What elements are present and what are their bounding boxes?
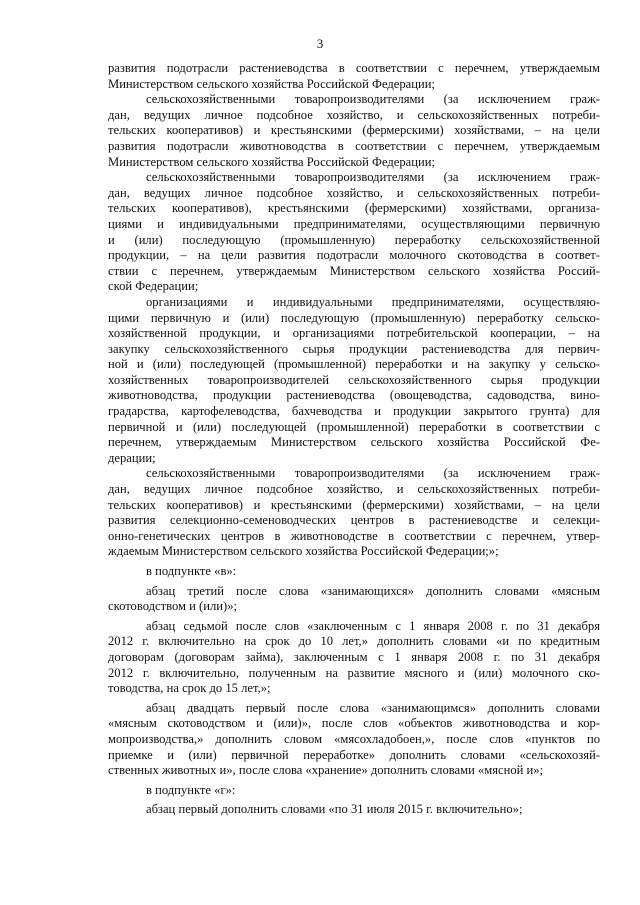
text-line: абзац седьмой после слов «заключенным с 1 января 2008 г. по 31 декабря — [146, 618, 600, 633]
text-line: 2012 г. включительно, полученным на развитие мясного и (или) молочного ско- — [108, 665, 600, 680]
page-number: 3 — [316, 36, 324, 51]
text-line: тельских кооперативов) и крестьянскими (фермерскими) хозяйствами, – на цели — [108, 123, 600, 138]
text-line: тельских кооперативов), крестьянскими (фермерскими) хозяйствами, организа- — [108, 201, 600, 216]
text-line: продукции, – на цели развития подотрасли молочного скотоводства в соответ- — [108, 248, 600, 263]
text-line: сельскохозяйственными товаропроизводителями (за исключением граж- — [146, 466, 600, 481]
text-line: скотоводством и (или)»; — [108, 599, 237, 614]
text-line: хозяйственной продукции, и организациями потребительской кооперации, – на — [108, 326, 600, 341]
text-line: Министерством сельского хозяйства Российской Федерации; — [108, 76, 435, 91]
text-line: 2012 г. включительно на срок до 10 лет,» дополнить словами «и по кредитным — [108, 634, 600, 649]
text-line: товодства, на срок до 15 лет,»; — [108, 681, 271, 696]
text-line: ственных животных и», после слова «хранение» дополнить словами «мясной и»; — [108, 763, 544, 778]
text-line: договорам (договорам займа), заключенным с 1 января 2008 г. по 31 декабря — [108, 649, 600, 664]
text-line: ной и (или) последующей (промышленной) переработки и на закупку у сельско- — [108, 357, 600, 372]
text-line: дан, ведущих личное подсобное хозяйство, и сельскохозяйственных потреби- — [108, 107, 600, 122]
text-line: дан, ведущих личное подсобное хозяйство, и сельскохозяйственных потреби- — [108, 185, 600, 200]
text-line: развития селекционно-семеноводческих центров в растениеводстве и селекци- — [108, 513, 600, 528]
text-line: сельскохозяйственными товаропроизводителями (за исключением граж- — [146, 92, 600, 107]
text-line: перечнем, утверждаемым Министерством сельского хозяйства Российской Фе- — [108, 435, 600, 450]
text-line: абзац двадцать первый после слова «занимающимся» дополнить словами — [146, 700, 600, 715]
text-line: закупку сельскохозяйственного сырья продукции растениеводства для первич- — [108, 341, 600, 356]
text-line: циями и индивидуальными предпринимателями, осуществляющими первичную — [108, 216, 600, 231]
text-line: «мясным скотоводством и (или)», после слов «объектов животноводства и кор- — [108, 716, 600, 731]
text-line: мопроизводства,» дополнить словом «мясохладобоен,», после слов «пунктов по — [108, 731, 600, 746]
text-line: дан, ведущих личное подсобное хозяйство, и сельскохозяйственных потреби- — [108, 482, 600, 497]
text-line: Министерством сельского хозяйства Российской Федерации; — [108, 154, 435, 169]
text-line: сельскохозяйственными товаропроизводителями (за исключением граж- — [146, 170, 600, 185]
text-line: дерации; — [108, 450, 156, 465]
text-line: первичной и (или) последующей (промышленной) переработки в соответствии с — [108, 419, 600, 434]
text-line: онно-генетических центров в животноводстве в соответствии с перечнем, утвер- — [108, 528, 600, 543]
text-line: развития подотрасли животноводства в соответствии с перечнем, утверждаемым — [108, 138, 600, 153]
text-line: щими первичную и (или) последующую (промышленную) переработку сельско- — [108, 310, 600, 325]
text-line: развития подотрасли растениеводства в соответствии с перечнем, утверждаемым — [108, 61, 600, 75]
text-line: животноводства, продукции растениеводства (овощеводства, садоводства, вино- — [108, 388, 600, 403]
text-line: в подпункте «г»: — [146, 782, 236, 797]
text-line: ствии с перечнем, утверждаемым Министерством сельского хозяйства Россий- — [108, 263, 600, 278]
text-line: ской Федерации; — [108, 279, 199, 294]
text-line: организациями и индивидуальными предпринимателями, осуществляю- — [146, 294, 600, 309]
text-line: и (или) последующую (промышленную) переработку сельскохозяйственной — [108, 232, 600, 247]
text-line: приемке и (или) первичной переработке» дополнить словами «сельскохозяй- — [108, 747, 600, 762]
text-line: градарства, картофелеводства, бахчеводства и продукции закрытого грунта) для — [108, 404, 600, 419]
text-line: тельских кооперативов) и крестьянскими (фермерскими) хозяйствами, – на цели — [108, 497, 600, 512]
text-line: абзац третий после слова «занимающихся» дополнить словами «мясным — [146, 583, 600, 598]
text-line: в подпункте «в»: — [146, 564, 237, 578]
text-line: хозяйственных товаропроизводителей сельскохозяйственного сырья продукции — [108, 372, 600, 387]
text-line: ждаемым Министерством сельского хозяйства Российской Федерации;»; — [108, 544, 499, 559]
text-line: абзац первый дополнить словами «по 31 июля 2015 г. включительно»; — [146, 802, 523, 817]
document-body — [108, 61, 600, 818]
